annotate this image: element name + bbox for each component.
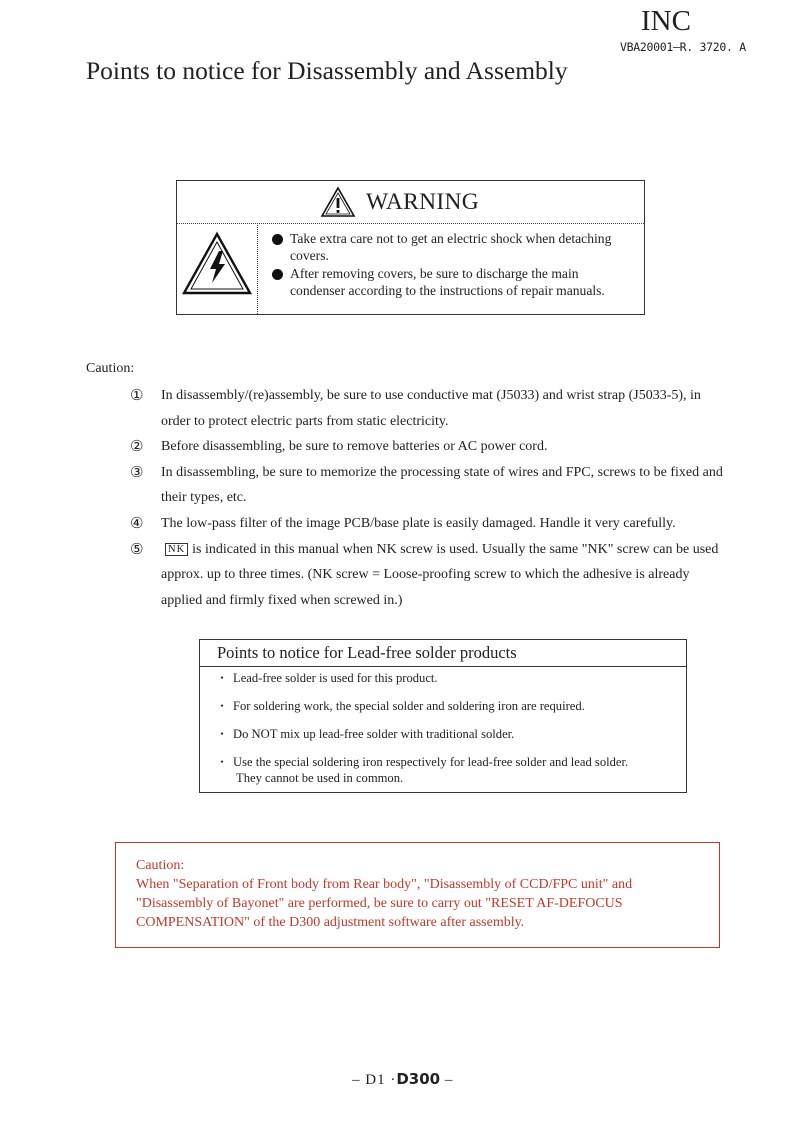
warning-item: After removing covers, be sure to discharge the main condenser according to the instructions of repair manuals. [271,265,643,299]
company-name: INC [641,5,691,37]
leadfree-header [200,640,686,667]
red-caution-box [115,842,720,948]
warning-title: WARNING [366,188,480,215]
warning-icon-cell [177,223,258,314]
page-title: Points to notice for Disassembly and Assembly [86,56,568,85]
warning-item: Take extra care not to get an electric shock when detaching covers. [271,230,643,264]
electric-shock-icon [181,231,253,297]
model-logo: D300 [396,1070,441,1088]
leadfree-item: ・ Do NOT mix up lead-free solder with traditional solder. [216,727,515,741]
caution-item: ④ The low-pass filter of the image PCB/base plate is easily damaged. Handle it very carefully. [130,511,760,537]
bullet-icon: ・ [216,671,229,685]
item-number: ③ [130,462,144,481]
nk-badge: NK [165,543,188,556]
item-number: ④ [130,513,144,532]
warning-triangle-icon [320,186,356,218]
page-footer: – D1 ·D300 – [352,1070,454,1088]
red-caution-text: Caution: When "Separation of Front body from Rear body", "Disassembly of CCD/FPC unit" and "Disassembly of Bayonet" are performed, be sure to carry out "RESET AF-DEFOCUS COMPENSATION" of the D300 adjustment software after assembly. [136,856,706,932]
bullet-icon: ・ [216,727,229,741]
caution-item: ⑤ NK is indicated in this manual when NK screw is used. Usually the same "NK" screw can be used approx. up to three times. (NK screw = Loose-proofing screw to which the adhesive is already applied and firmly fixed when screwed in.) [130,537,760,614]
leadfree-item: ・ For soldering work, the special solder and soldering iron are required. [216,699,585,713]
caution-label: Caution: [86,361,135,376]
warning-list [271,230,643,300]
caution-list [130,383,760,613]
bullet-dot-icon [272,234,283,245]
leadfree-title: Points to notice for Lead-free solder products [217,643,517,662]
warning-box [176,180,645,315]
bullet-dot-icon [272,269,283,280]
caution-item: ② Before disassembling, be sure to remove batteries or AC power cord. [130,434,760,460]
document-number: VBA20001–R. 3720. A [620,40,746,54]
warning-header [177,181,644,224]
caution-item: ③ In disassembling, be sure to memorize the processing state of wires and FPC, screws to be fixed and their types, etc. [130,460,760,511]
item-number: ② [130,437,144,456]
bullet-icon: ・ [216,699,229,713]
red-caution-label: Caution: [136,858,185,873]
item-number: ① [130,386,144,404]
leadfree-box [199,639,687,793]
item-number: ⑤ [130,539,144,558]
leadfree-item: ・ Lead-free solder is used for this product. [216,671,438,685]
leadfree-list [214,670,674,786]
bullet-icon: ・ [216,755,229,769]
caution-item: ① In disassembly/(re)assembly, be sure to use conductive mat (J5033) and wrist strap (J5033-5), in order to protect electric parts from static electricity. [130,383,760,434]
leadfree-item: ・ Use the special soldering iron respectively for lead-free solder and lead solder. They cannot be used in common. [216,755,629,785]
